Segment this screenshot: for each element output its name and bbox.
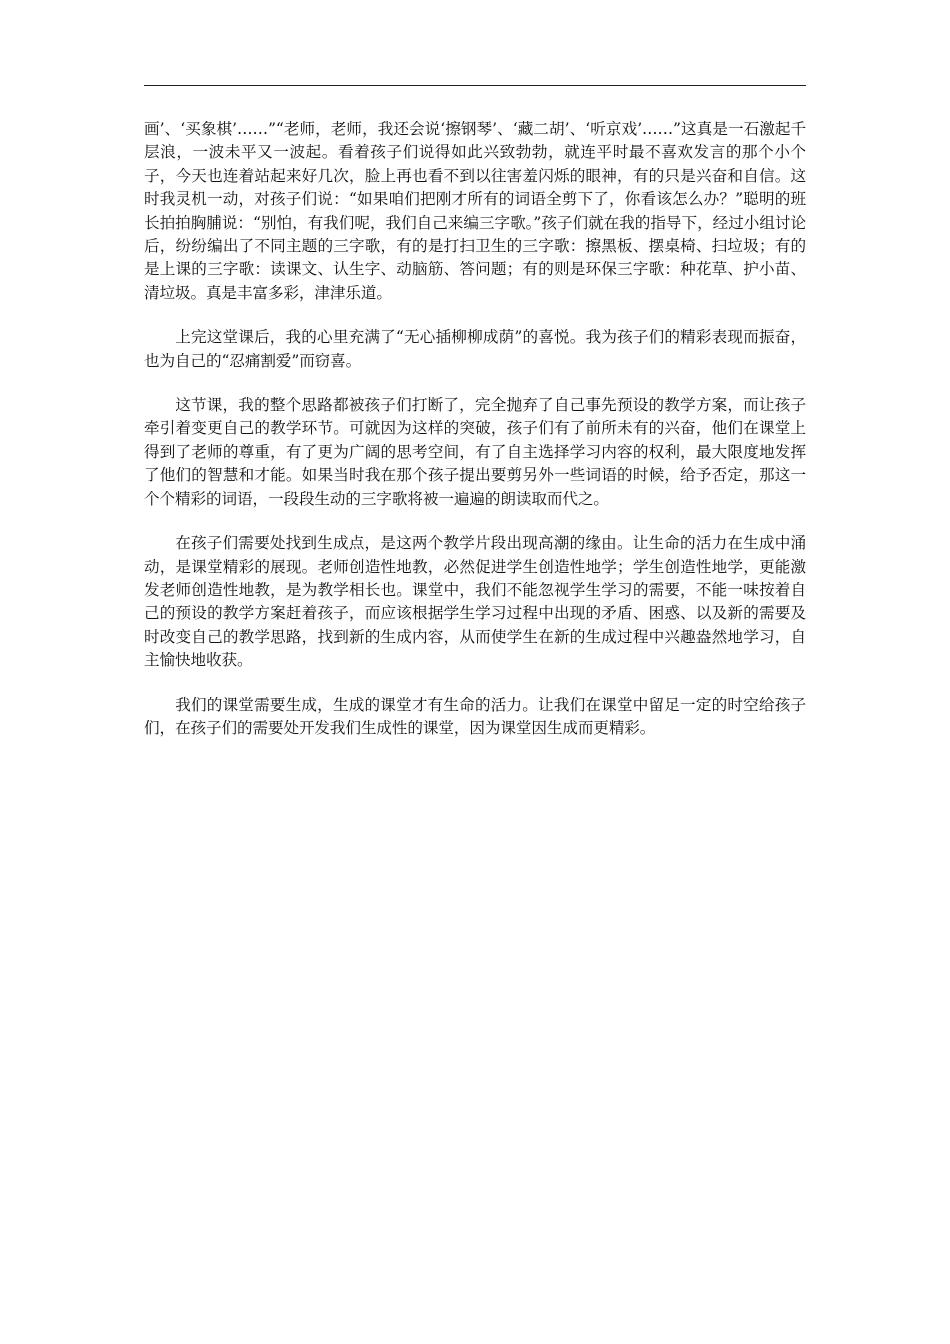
document-body: [144, 118, 806, 761]
paragraph: 在孩子们需要处找到生成点，是这两个教学片段出现高潮的缘由。让生命的活力在生成中涌动，是课堂精彩的展现。老师创造性地教，必然促进学生创造性地学；学生创造性地学，更能激发老师创造性地教，是为教学相长也。课堂中，我们不能忽视学生学习的需要，不能一味按着自己的预设的教学方案赶着孩子，而应该根据学生学习过程中出现的矛盾、困惑、以及新的需要及时改变自己的教学思路，找到新的生成内容，从而使学生在新的生成过程中兴趣盎然地学习，自主愉快地收获。: [144, 534, 806, 670]
paragraph: 上完这堂课后，我的心里充满了“无心插柳柳成荫”的喜悦。我为孩子们的精彩表现而振奋，也为自己的“忍痛割爱”而窃喜。: [144, 328, 806, 370]
header-rule: [144, 85, 806, 86]
paragraph: 我们的课堂需要生成，生成的课堂才有生命的活力。让我们在课堂中留足一定的时空给孩子们，在孩子们的需要处开发我们生成性的课堂，因为课堂因生成而更精彩。: [144, 695, 806, 737]
paragraph-continued: 画’、‘买象棋’……”“老师，老师，我还会说‘擦钢琴’、‘藏二胡’、‘听京戏’……”这真是一石激起千层浪，一波未平又一波起。看着孩子们说得如此兴致勃勃，就连平时最不喜欢发言的那个小个子，今天也连着站起来好几次，脸上再也看不到以往害羞闪烁的眼神，有的只是兴奋和自信。这时我灵机一动，对孩子们说：“如果咱们把刚才所有的词语全剪下了，你看该怎么办？”聪明的班长拍拍胸脯说：“别怕，有我们呢，我们自己来编三字歌。”孩子们就在我的指导下，经过小组讨论后，纷纷编出了不同主题的三字歌，有的是打扫卫生的三字歌：擦黑板、摆桌椅、扫垃圾；有的是上课的三字歌：读课文、认生字、动脑筋、答问题；有的则是环保三字歌：种花草、护小苗、清垃圾。真是丰富多彩，津津乐道。: [144, 120, 806, 302]
paragraph: 这节课，我的整个思路都被孩子们打断了，完全抛弃了自己事先预设的教学方案，而让孩子牵引着变更自己的教学环节。可就因为这样的突破，孩子们有了前所未有的兴奋，他们在课堂上得到了老师的尊重，有了更为广阔的思考空间，有了自主选择学习内容的权利，最大限度地发挥了他们的智慧和才能。如果当时我在那个孩子提出要剪另外一些词语的时候，给予否定，那这一个个精彩的词语，一段段生动的三字歌将被一遍遍的朗读取而代之。: [144, 396, 806, 508]
